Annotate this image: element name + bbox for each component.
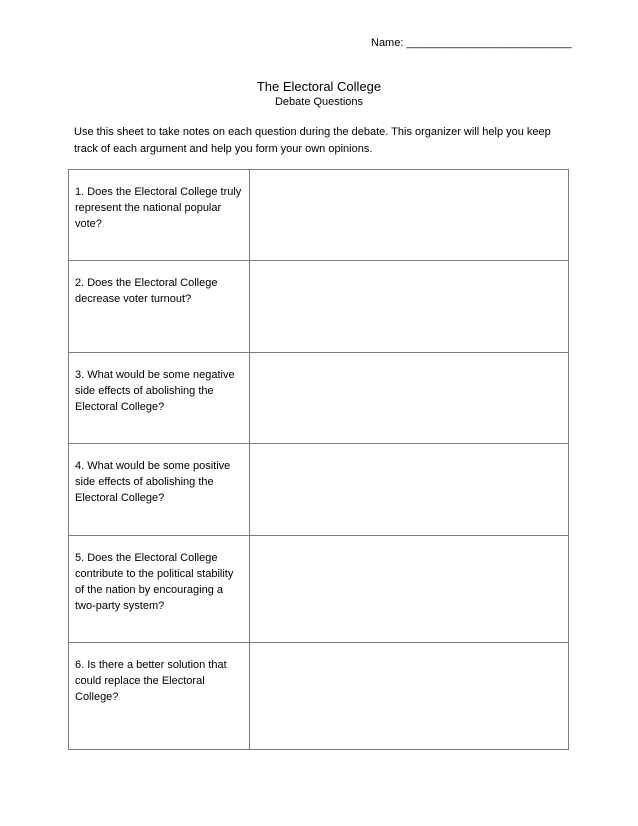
table-row — [69, 261, 569, 353]
table-row — [69, 353, 569, 444]
notes-cell[interactable] — [250, 170, 569, 261]
page-title: The Electoral College — [256, 79, 382, 94]
question-cell — [69, 353, 250, 444]
table-row — [69, 170, 569, 261]
question-text: 3. What would be some negative side effects of abolishing the Electoral College? — [75, 369, 235, 413]
question-cell — [69, 261, 250, 353]
question-cell — [69, 643, 250, 750]
notes-cell[interactable] — [250, 261, 569, 353]
table-row — [69, 536, 569, 643]
notes-cell[interactable] — [250, 353, 569, 444]
question-cell — [69, 536, 250, 643]
table-row — [69, 643, 569, 750]
question-text: 1. Does the Electoral College truly represent the national popular vote? — [75, 186, 242, 230]
page-subtitle: Debate Questions — [274, 96, 364, 108]
debate-notes-table — [68, 169, 569, 750]
table-row — [69, 444, 569, 536]
notes-cell[interactable] — [250, 444, 569, 536]
instructions-text: Use this sheet to take notes on each question during the debate. This organizer will help you keep track of each argument and help you form your own opinions. — [74, 126, 551, 155]
notes-cell[interactable] — [250, 536, 569, 643]
question-cell — [69, 444, 250, 536]
name-field-line: Name: ___________________________ — [371, 37, 572, 49]
question-text: 2. Does the Electoral College decrease voter turnout? — [75, 277, 218, 305]
question-text: 6. Is there a better solution that could replace the Electoral College? — [75, 659, 227, 703]
question-cell — [69, 170, 250, 261]
notes-cell[interactable] — [250, 643, 569, 750]
question-text: 4. What would be some positive side effects of abolishing the Electoral College? — [75, 460, 231, 504]
question-text: 5. Does the Electoral College contribute to the political stability of the nation by encouraging a two-party system? — [75, 552, 234, 612]
